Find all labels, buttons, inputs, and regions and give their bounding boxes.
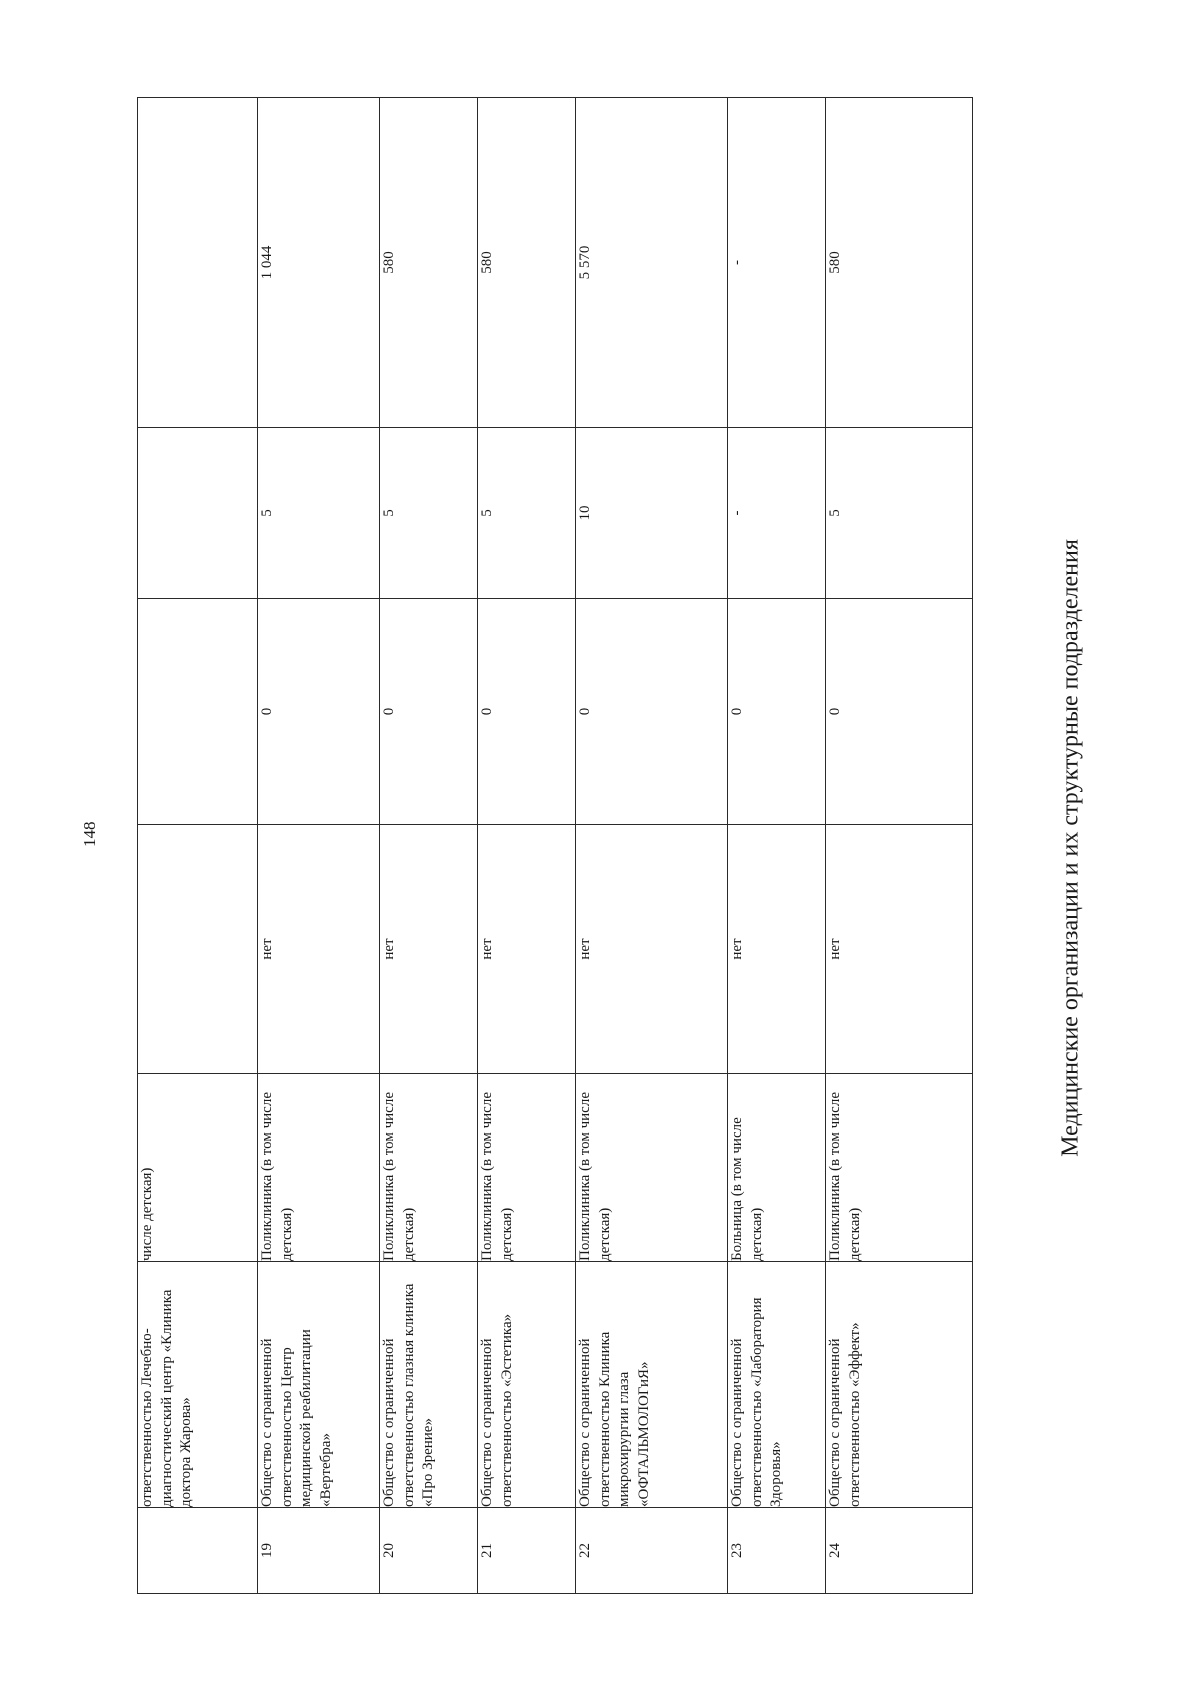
page-caption: Медицинские организации и их структурные подразделения [1057, 539, 1084, 1157]
value-cell: нет [380, 825, 478, 1074]
value-cell: нет [478, 825, 576, 1074]
organization-type: Поликлиника (в том числе детская) [826, 1074, 973, 1262]
organization-name: ответственностью Лечебно-диагностический центр «Клиника доктора Жарова» [138, 1262, 258, 1508]
organization-type: Поликлиника (в том числе детская) [576, 1074, 728, 1262]
row-number [138, 1508, 258, 1594]
organization-type: Больница (в том числе детская) [728, 1074, 826, 1262]
row-number: 23 [728, 1508, 826, 1594]
value-cell: нет [576, 825, 728, 1074]
value-cell: 0 [826, 599, 973, 825]
row-number: 24 [826, 1508, 973, 1594]
table-row [380, 98, 478, 1594]
value-cell: 0 [380, 599, 478, 825]
table-container [137, 98, 972, 1594]
value-cell: 580 [380, 98, 478, 428]
organization-name: Общество с ограниченной ответственностью Центр медицинской реабилитации «Вертебра» [258, 1262, 380, 1508]
organization-type: Поликлиника (в том числе детская) [380, 1074, 478, 1262]
value-cell [138, 98, 258, 428]
value-cell: 580 [478, 98, 576, 428]
table-row [576, 98, 728, 1594]
value-cell: 5 [478, 428, 576, 599]
value-cell: 1 044 [258, 98, 380, 428]
value-cell: 5 [380, 428, 478, 599]
value-cell: 0 [478, 599, 576, 825]
organization-name: Общество с ограниченной ответственностью глазная клиника «Про Зрение» [380, 1262, 478, 1508]
value-cell: нет [826, 825, 973, 1074]
value-cell: 5 [258, 428, 380, 599]
row-number: 22 [576, 1508, 728, 1594]
organizations-table [137, 97, 973, 1594]
value-cell: - [728, 98, 826, 428]
row-number: 21 [478, 1508, 576, 1594]
value-cell: - [728, 428, 826, 599]
table-row [478, 98, 576, 1594]
table-row [728, 98, 826, 1594]
value-cell: 10 [576, 428, 728, 599]
table-row [826, 98, 973, 1594]
row-number: 19 [258, 1508, 380, 1594]
value-cell: 0 [728, 599, 826, 825]
value-cell: 0 [258, 599, 380, 825]
organization-type: числе детская) [138, 1074, 258, 1262]
organization-name: Общество с ограниченной ответственностью «Эстетика» [478, 1262, 576, 1508]
organization-name: Общество с ограниченной ответственностью Клиника микрохирургии глаза «ОФТАЛЬМОЛОГиЯ» [576, 1262, 728, 1508]
page-number: 148 [80, 821, 99, 847]
organization-name: Общество с ограниченной ответственностью «Лаборатория Здоровья» [728, 1262, 826, 1508]
value-cell: нет [258, 825, 380, 1074]
value-cell: 5 [826, 428, 973, 599]
value-cell [138, 428, 258, 599]
organization-type: Поликлиника (в том числе детская) [258, 1074, 380, 1262]
value-cell: 5 570 [576, 98, 728, 428]
organization-type: Поликлиника (в том числе детская) [478, 1074, 576, 1262]
table-row [138, 98, 258, 1594]
organization-name: Общество с ограниченной ответственностью «Эффект» [826, 1262, 973, 1508]
table-row [258, 98, 380, 1594]
value-cell: 0 [576, 599, 728, 825]
value-cell [138, 599, 258, 825]
row-number: 20 [380, 1508, 478, 1594]
value-cell: нет [728, 825, 826, 1074]
value-cell [138, 825, 258, 1074]
value-cell: 580 [826, 98, 973, 428]
